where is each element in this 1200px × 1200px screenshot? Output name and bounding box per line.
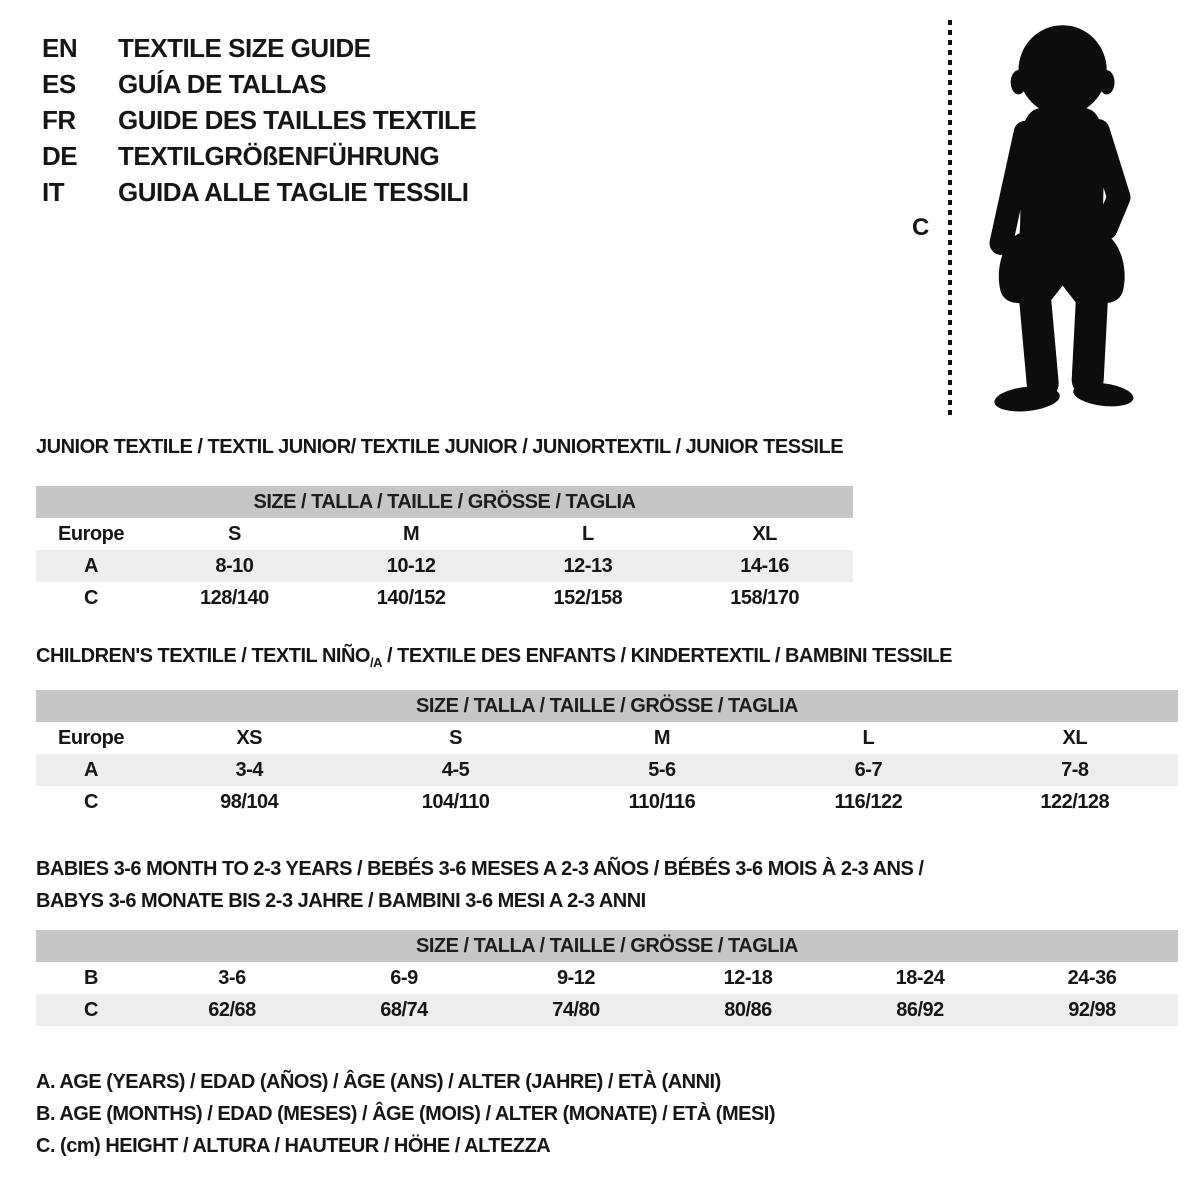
- guide-title: TEXTILE SIZE GUIDE: [118, 33, 371, 63]
- language-code: EN: [42, 33, 78, 63]
- children-section-title: [36, 643, 952, 676]
- babies-title-line2: BABYS 3-6 MONATE BIS 2-3 JAHRE / BAMBINI 3-6 MESI A 2-3 ANNI: [36, 890, 646, 912]
- table-cell: 24-36: [1067, 966, 1117, 989]
- language-code: FR: [42, 105, 76, 135]
- row-label: A: [36, 754, 146, 786]
- table-cell: 86/92: [834, 994, 1006, 1026]
- table-row-age: [36, 754, 1178, 786]
- table-cell: 12-18: [723, 966, 773, 989]
- size-header-label: SIZE / TALLA / TAILLE / GRÖSSE / TAGLIA: [36, 930, 1178, 962]
- size-label: XL: [1062, 726, 1088, 749]
- legend-line-age-years: A. AGE (YEARS) / EDAD (AÑOS) / ÂGE (ANS) / ALTER (JAHRE) / ETÀ (ANNI): [36, 1071, 721, 1093]
- guide-title: GUIDE DES TAILLES TEXTILE: [118, 105, 477, 135]
- language-code: IT: [42, 177, 65, 207]
- region-label: Europe: [58, 522, 124, 545]
- table-cell: 74/80: [490, 994, 662, 1026]
- table-cell: 122/128: [1040, 790, 1110, 813]
- children-title-main: CHILDREN'S TEXTILE / TEXTIL NIÑO: [36, 645, 370, 667]
- table-cell: 6-9: [390, 966, 418, 989]
- table-row-height: [36, 582, 853, 614]
- row-label: C: [84, 790, 98, 813]
- language-code: ES: [42, 69, 76, 99]
- size-header-label: SIZE / TALLA / TAILLE / GRÖSSE / TAGLIA: [36, 690, 1178, 722]
- height-measure-label: C: [912, 214, 929, 241]
- language-row-fr: [42, 102, 476, 138]
- language-row-it: [42, 174, 476, 210]
- row-label: B: [84, 966, 98, 989]
- height-measure-dashed-line: [948, 20, 952, 416]
- guide-title: TEXTILGRÖßENFÜHRUNG: [118, 141, 440, 171]
- table-cell: 7-8: [972, 754, 1178, 786]
- table-cell: 5-6: [559, 754, 765, 786]
- row-label: C: [84, 586, 98, 609]
- size-label: L: [582, 522, 594, 545]
- language-row-en: [42, 30, 476, 66]
- children-title-sub: /A: [369, 655, 382, 670]
- table-cell: 152/158: [553, 586, 623, 609]
- table-cell: 80/86: [662, 994, 834, 1026]
- junior-size-table: [36, 486, 853, 614]
- table-cell: 8-10: [146, 550, 323, 582]
- table-cell: 18-24: [895, 966, 945, 989]
- table-cell: 14-16: [676, 550, 853, 582]
- language-row-es: [42, 66, 476, 102]
- table-cell: 62/68: [146, 994, 318, 1026]
- region-label: Europe: [58, 726, 124, 749]
- babies-title-line1: BABIES 3-6 MONTH TO 2-3 YEARS / BEBÉS 3-6 MESES A 2-3 AÑOS / BÉBÉS 3-6 MOIS À 2-3 ANS /: [36, 858, 924, 880]
- toddler-silhouette-icon: [966, 20, 1154, 418]
- size-label: M: [403, 522, 420, 545]
- table-cell: 98/104: [220, 790, 279, 813]
- table-cell: 9-12: [556, 966, 596, 989]
- children-size-table: [36, 690, 1178, 818]
- language-row-de: [42, 138, 476, 174]
- height-measure-figure: [900, 12, 1200, 422]
- language-code: DE: [42, 141, 78, 171]
- table-row-age: [36, 550, 853, 582]
- size-label: S: [449, 726, 462, 749]
- table-cell: 128/140: [199, 586, 269, 609]
- table-cell: 140/152: [376, 586, 446, 609]
- table-row-height: [36, 786, 1178, 818]
- babies-size-table: [36, 930, 1178, 1026]
- table-cell: 12-13: [500, 550, 677, 582]
- table-cell: 4-5: [352, 754, 558, 786]
- guide-title: GUIDA ALLE TAGLIE TESSILI: [118, 177, 469, 207]
- table-header-bar: [36, 486, 853, 518]
- legend-line-height: C. (cm) HEIGHT / ALTURA / HAUTEUR / HÖHE / ALTEZZA: [36, 1135, 551, 1157]
- babies-section-title: [36, 853, 923, 917]
- table-header-bar: [36, 690, 1178, 722]
- table-row-months: [36, 962, 1178, 994]
- children-title-rest: / TEXTILE DES ENFANTS / KINDERTEXTIL / BAMBINI TESSILE: [381, 645, 952, 667]
- size-header-label: SIZE / TALLA / TAILLE / GRÖSSE / TAGLIA: [36, 486, 853, 518]
- size-label: L: [862, 726, 875, 749]
- table-cell: 3-6: [218, 966, 246, 989]
- language-title-list: [42, 30, 476, 210]
- size-label: XS: [236, 726, 263, 749]
- size-label: XL: [752, 522, 777, 545]
- table-cell: 116/122: [834, 790, 903, 813]
- size-label: M: [653, 726, 671, 749]
- legend-line-age-months: B. AGE (MONTHS) / EDAD (MESES) / ÂGE (MOIS) / ALTER (MONATE) / ETÀ (MESI): [36, 1103, 776, 1125]
- table-cell: 158/170: [730, 586, 800, 609]
- table-cell: 6-7: [765, 754, 971, 786]
- guide-title: GUÍA DE TALLAS: [118, 69, 327, 99]
- table-cell: 68/74: [318, 994, 490, 1026]
- table-row-sizes: [36, 722, 1178, 754]
- table-row-sizes: [36, 518, 853, 550]
- measure-legend: [36, 1066, 775, 1162]
- table-cell: 104/110: [421, 790, 490, 813]
- junior-section-title: JUNIOR TEXTILE / TEXTIL JUNIOR/ TEXTILE JUNIOR / JUNIORTEXTIL / JUNIOR TESSILE: [36, 436, 844, 458]
- table-cell: 110/116: [628, 790, 696, 813]
- row-label: A: [36, 550, 146, 582]
- size-label: S: [227, 522, 241, 545]
- table-header-bar: [36, 930, 1178, 962]
- table-cell: 3-4: [146, 754, 352, 786]
- table-row-height: [36, 994, 1178, 1026]
- table-cell: 10-12: [323, 550, 500, 582]
- row-label: C: [36, 994, 146, 1026]
- table-cell: 92/98: [1006, 994, 1178, 1026]
